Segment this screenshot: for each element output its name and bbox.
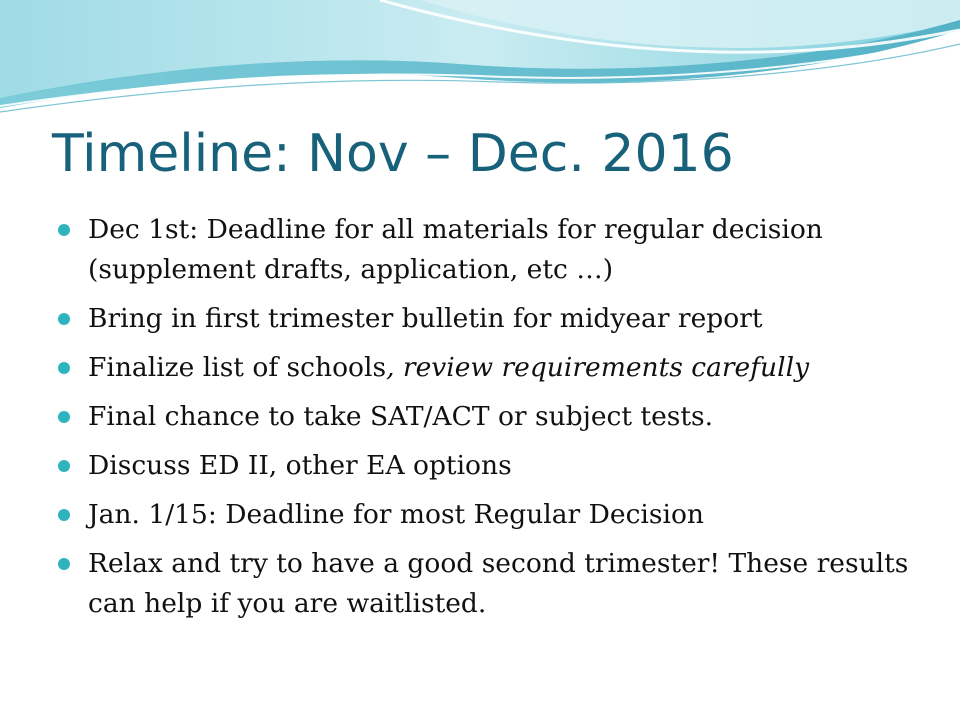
bullet-icon [58,509,70,521]
bullet-text: Dec 1st: Deadline for all materials for regular decision (supplement drafts, application, etc …) [88,214,823,285]
bullet-text: Bring in first trimester bulletin for midyear report [88,303,763,334]
bullet-text: Final chance to take SAT/ACT or subject tests. [88,401,714,432]
bullet-text: Relax and try to have a good second trimester! These results can help if you are waitlisted. [88,548,909,619]
bullet-item-6 [58,495,918,535]
bullet-icon [58,460,70,472]
bullet-list [58,210,918,633]
bullet-item-4 [58,397,918,437]
bullet-item-2 [58,299,918,339]
bullet-icon [58,558,70,570]
bullet-item-7 [58,544,918,624]
bullet-text: Finalize list of schools [88,352,387,383]
bullet-item-5 [58,446,918,486]
bullet-icon [58,411,70,423]
bullet-text: Jan. 1/15: Deadline for most Regular Decision [88,499,704,530]
bullet-item-3 [58,348,918,388]
bullet-icon [58,362,70,374]
bullet-item-1 [58,210,918,290]
bullet-icon [58,313,70,325]
header-wave-decoration [0,0,960,130]
bullet-icon [58,224,70,236]
bullet-text-italic: , review requirements carefully [386,352,810,383]
slide-title: Timeline: Nov – Dec. 2016 [52,124,734,184]
bullet-text: Discuss ED II, other EA options [88,450,512,481]
